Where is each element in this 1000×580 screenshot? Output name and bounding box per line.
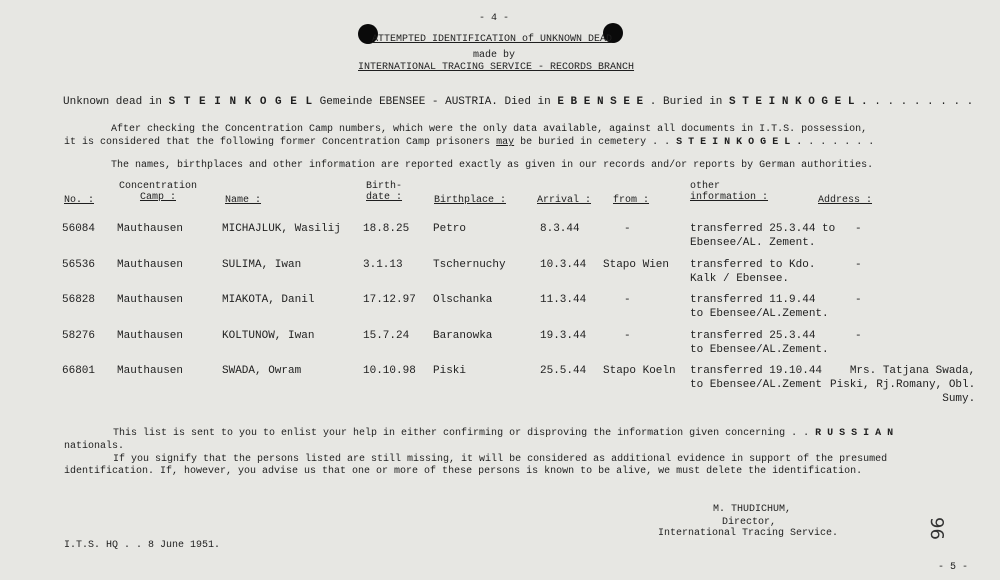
cell-birthdate: 3.1.13 bbox=[363, 259, 403, 271]
gemeinde: Gemeinde EBENSEE - AUSTRIA. bbox=[319, 96, 498, 108]
cell-name: KOLTUNOW, Iwan bbox=[222, 330, 315, 342]
cell-birthplace: Piski bbox=[433, 365, 467, 377]
cell-address: - bbox=[855, 223, 862, 235]
header-from: from : bbox=[613, 195, 650, 206]
cell-from: - bbox=[624, 330, 631, 342]
footer-origin-date: I.T.S. HQ . . 8 June 1951. bbox=[64, 540, 221, 551]
closing-p1-line1 bbox=[113, 428, 893, 439]
buried-in-label: . Buried in bbox=[649, 96, 723, 108]
cell-address: - bbox=[855, 330, 862, 342]
burial-place: S T E I N K O G E L bbox=[168, 96, 314, 108]
cell-no: 58276 bbox=[62, 330, 96, 342]
closing-p1-line2: nationals. bbox=[64, 441, 125, 452]
died-in-label: Died in bbox=[504, 96, 551, 108]
cell-birthdate: 15.7.24 bbox=[363, 330, 410, 342]
cell-camp: Mauthausen bbox=[117, 294, 184, 306]
cell-info: transferred 25.3.44 to Ebensee/AL.Zement. bbox=[690, 330, 829, 356]
page-number-top: - 4 - bbox=[479, 13, 510, 24]
cell-birthdate: 17.12.97 bbox=[363, 294, 416, 306]
location-line bbox=[63, 96, 973, 108]
closing-p1-text: This list is sent to you to enlist your help in either confirming or disproving the information given concerning . . bbox=[113, 428, 810, 439]
cell-from: Stapo Koeln bbox=[603, 365, 676, 377]
cell-name: MICHAJLUK, Wasilij bbox=[222, 223, 341, 235]
location-dots: . . . . . . . . bbox=[874, 96, 974, 108]
signatory-name: M. THUDICHUM, bbox=[713, 504, 792, 515]
cell-birthdate: 10.10.98 bbox=[363, 365, 416, 377]
cell-camp: Mauthausen bbox=[117, 365, 184, 377]
cell-camp: Mauthausen bbox=[117, 330, 184, 342]
cell-from: - bbox=[624, 294, 631, 306]
location-prefix: Unknown dead in bbox=[63, 96, 163, 108]
cell-birthplace: Tschernuchy bbox=[433, 259, 506, 271]
intro-line-3: The names, birthplaces and other information are reported exactly as given in our records and/or reports by German authorities. bbox=[111, 160, 874, 171]
header-address: Address : bbox=[818, 195, 873, 206]
signatory-org: International Tracing Service. bbox=[658, 528, 839, 539]
died-in-place: E B E N S E E bbox=[557, 96, 644, 108]
buried-in-place: S T E I N K O G E L . bbox=[729, 96, 868, 108]
intro-may: may bbox=[496, 137, 515, 148]
header-camp-line1: Concentration bbox=[118, 181, 197, 192]
cell-info: transferred 19.10.44 to Ebensee/AL.Zement bbox=[690, 365, 823, 391]
header-other-info bbox=[690, 181, 768, 203]
header-birth-line2: date : bbox=[366, 192, 403, 203]
cell-info: transferred 11.9.44 to Ebensee/AL.Zement. bbox=[690, 294, 829, 320]
header-no: No. : bbox=[64, 195, 95, 206]
header-camp bbox=[113, 181, 203, 203]
cell-birthdate: 18.8.25 bbox=[363, 223, 410, 235]
header-arrival: Arrival : bbox=[537, 195, 592, 206]
cell-arrival: 8.3.44 bbox=[540, 223, 580, 235]
cell-camp: Mauthausen bbox=[117, 223, 184, 235]
cell-name: SWADA, Owram bbox=[222, 365, 302, 377]
cemetery-dots: . . . . . . bbox=[808, 137, 875, 148]
cell-name: SULIMA, Iwan bbox=[222, 259, 302, 271]
document-title: ATTEMPTED IDENTIFICATION of UNKNOWN DEAD bbox=[372, 34, 613, 45]
archive-stamp-number: 96 bbox=[925, 517, 947, 540]
cell-arrival: 19.3.44 bbox=[540, 330, 587, 342]
cell-address: - bbox=[855, 294, 862, 306]
header-other-line1: other bbox=[690, 181, 721, 192]
cell-address: Mrs. Tatjana Swada, Piski, Rj.Romany, Obl. Sumy. bbox=[830, 365, 976, 405]
header-birthplace: Birthplace : bbox=[434, 195, 507, 206]
cemetery-name: S T E I N K O G E L . bbox=[676, 137, 803, 148]
page-number-bottom: - 5 - bbox=[938, 562, 969, 573]
intro-line-2-post: be buried in cemetery . . bbox=[520, 137, 671, 148]
cell-no: 56536 bbox=[62, 259, 96, 271]
made-by-label: made by bbox=[473, 50, 516, 61]
cell-arrival: 25.5.44 bbox=[540, 365, 587, 377]
cell-info: transferred 25.3.44 to Ebensee/AL. Zement. bbox=[690, 223, 836, 249]
signatory-title: Director, bbox=[722, 517, 777, 528]
cell-from: Stapo Wien bbox=[603, 259, 670, 271]
cell-arrival: 10.3.44 bbox=[540, 259, 587, 271]
header-other-line2: information : bbox=[690, 192, 769, 203]
cell-arrival: 11.3.44 bbox=[540, 294, 587, 306]
header-camp-line2: Camp : bbox=[139, 192, 176, 203]
cell-birthplace: Olschanka bbox=[433, 294, 493, 306]
cell-no: 66801 bbox=[62, 365, 96, 377]
cell-birthplace: Petro bbox=[433, 223, 467, 235]
intro-line-2 bbox=[64, 137, 874, 148]
cell-camp: Mauthausen bbox=[117, 259, 184, 271]
cell-info: transferred to Kdo. Kalk / Ebensee. bbox=[690, 259, 816, 285]
organization-heading: INTERNATIONAL TRACING SERVICE - RECORDS BRANCH bbox=[358, 62, 635, 73]
header-birth-line1: Birth- bbox=[366, 181, 403, 192]
header-birthdate bbox=[366, 181, 402, 203]
header-name: Name : bbox=[225, 195, 262, 206]
cell-address: - bbox=[855, 259, 862, 271]
cell-birthplace: Baranowka bbox=[433, 330, 493, 342]
cell-no: 56084 bbox=[62, 223, 96, 235]
cell-name: MIAKOTA, Danil bbox=[222, 294, 315, 306]
nationality: R U S S I A N bbox=[815, 428, 894, 439]
intro-line-2-pre: it is considered that the following former Concentration Camp prisoners bbox=[64, 137, 491, 148]
closing-p2-line2: identification. If, however, you advise us that one or more of these persons is known to be alive, we must delete the identification. bbox=[64, 466, 863, 477]
intro-line-1: After checking the Concentration Camp numbers, which were the only data available, against all documents in I.T.S. possession, bbox=[111, 124, 868, 135]
cell-no: 56828 bbox=[62, 294, 96, 306]
cell-from: - bbox=[624, 223, 631, 235]
closing-p2-line1: If you signify that the persons listed are still missing, it will be considered as additional evidence in support of the presumed bbox=[113, 454, 888, 465]
